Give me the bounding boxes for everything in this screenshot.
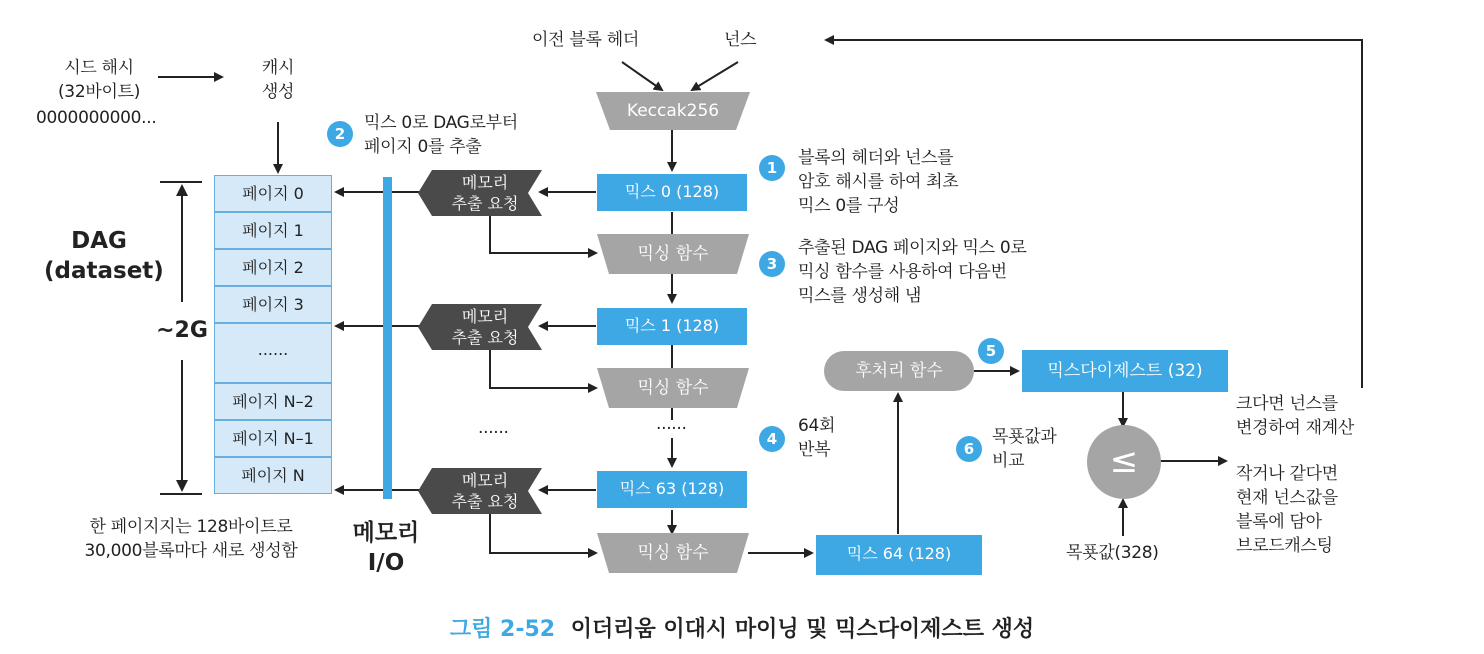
mix-ellipsis: ...... bbox=[656, 414, 687, 434]
dag-size: ~2G bbox=[140, 318, 224, 343]
prev-block-header-label: 이전 블록 헤더 bbox=[532, 30, 639, 50]
target-value-label: 목푯값(328) bbox=[1066, 543, 1159, 563]
step-6-badge: 6 bbox=[956, 436, 982, 462]
step-3-text: 추출된 DAG 페이지와 믹스 0로 믹싱 함수를 사용하여 다음번 믹스를 생성해 냄 bbox=[798, 238, 1027, 306]
figure-caption bbox=[0, 612, 1484, 643]
dag-page: 페이지 N bbox=[214, 457, 332, 494]
fetch-ellipsis: ...... bbox=[478, 418, 509, 438]
dag-title: DAG (dataset) bbox=[44, 228, 164, 284]
compare-operator: ≤ bbox=[1087, 425, 1161, 499]
mixing-function-label: 믹싱 함수 bbox=[637, 543, 709, 563]
step-1-badge: 1 bbox=[759, 155, 785, 181]
dag-page: 페이지 1 bbox=[214, 212, 332, 249]
step-4-text: 64회 반복 bbox=[798, 416, 836, 460]
step-3-badge: 3 bbox=[759, 251, 785, 277]
step-1-text: 블록의 헤더와 넌스를 암호 해시를 하여 최초 믹스 0를 구성 bbox=[798, 148, 959, 216]
keccak-label: Keccak256 bbox=[626, 101, 720, 121]
memory-fetch-label: 메모리 추출 요청 bbox=[451, 173, 519, 213]
post-processing-function: 후처리 함수 bbox=[824, 351, 974, 391]
step-2-badge: 2 bbox=[327, 121, 353, 147]
seed-hash-value: 0000000000... bbox=[36, 108, 157, 128]
step-5-badge: 5 bbox=[978, 338, 1004, 364]
step-4-badge: 4 bbox=[759, 426, 785, 452]
memory-io-label: 메모리 I/O bbox=[352, 520, 420, 576]
step-2-text: 믹스 0로 DAG로부터 페이지 0를 추출 bbox=[364, 113, 518, 157]
cache-label: 캐시 생성 bbox=[261, 58, 295, 102]
dag-page: 페이지 3 bbox=[214, 286, 332, 323]
mix-digest-box: 믹스다이제스트 (32) bbox=[1022, 350, 1228, 392]
step-6-text: 목푯값과 비교 bbox=[992, 427, 1057, 471]
mixing-function-label: 믹싱 함수 bbox=[637, 378, 709, 398]
dag-page: 페이지 N–2 bbox=[214, 383, 332, 420]
seed-hash-label: 시드 해시 (32바이트) bbox=[57, 58, 141, 102]
memory-fetch-label: 메모리 추출 요청 bbox=[451, 471, 519, 511]
dag-page-ellipsis: ...... bbox=[214, 323, 332, 383]
dag-page: 페이지 0 bbox=[214, 175, 332, 212]
dag-page: 페이지 N–1 bbox=[214, 420, 332, 457]
figure-title: 이더리움 이대시 마이닝 및 믹스다이제스트 생성 bbox=[570, 617, 1035, 642]
dag-page-note: 한 페이지지는 128바이트로 30,000블록마다 새로 생성함 bbox=[84, 517, 298, 561]
mix-64-box: 믹스 64 (128) bbox=[816, 535, 982, 575]
outcome-less-or-equal: 작거나 같다면 현재 넌스값을 블록에 담아 브로드캐스팅 bbox=[1236, 464, 1338, 556]
outcome-greater: 크다면 넌스를 변경하여 재계산 bbox=[1236, 394, 1354, 438]
dag-page: 페이지 2 bbox=[214, 249, 332, 286]
mix-63-box: 믹스 63 (128) bbox=[597, 471, 747, 508]
nonce-label: 넌스 bbox=[724, 30, 757, 50]
figure-number: 그림 2-52 bbox=[449, 617, 556, 642]
mixing-function-label: 믹싱 함수 bbox=[637, 244, 709, 264]
mix-0-box: 믹스 0 (128) bbox=[597, 174, 747, 211]
mix-1-box: 믹스 1 (128) bbox=[597, 308, 747, 345]
memory-fetch-label: 메모리 추출 요청 bbox=[451, 307, 519, 347]
